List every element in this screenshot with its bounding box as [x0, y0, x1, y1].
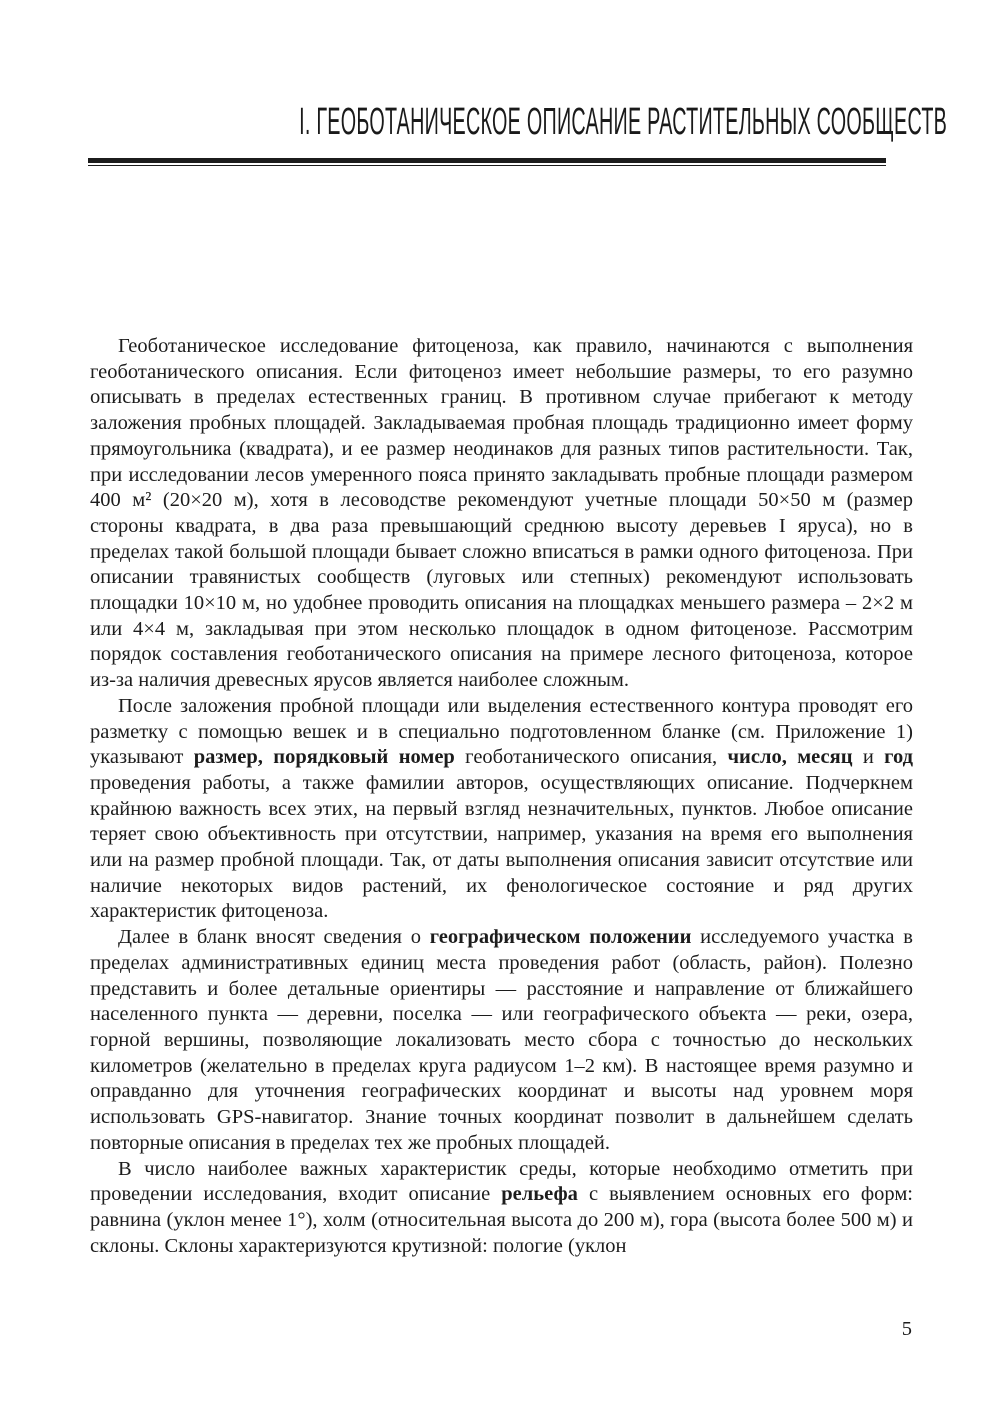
text-segment-bold: размер, порядковый номер — [193, 746, 455, 769]
text-segment: исследуемого участка в пределах административных единиц места проведения работ (область, район). Полезно представить и более детальные ориентиры — расстояние и направление от ближайшего населенного пункта — деревни, поселка — или географического объекта — реки, озера, горной вершины, позволяющие локализовать место сбора с точностью до нескольких километров (желательно в пределах круга радиусом 1–2 км). В настоящее время разумно и оправданно для уточнения географических координат и высоты над уровнем моря использовать GPS-навигатор. Знание точных координат позволит в дальнейшем сделать повторные описания в пределах тех же пробных площадей. — [90, 926, 913, 1154]
paragraph — [90, 334, 913, 694]
text-segment-bold: год — [884, 746, 913, 769]
text-segment: Далее в бланк вносят сведения о — [118, 926, 430, 949]
page-number: 5 — [901, 1318, 912, 1340]
text-segment-bold: рельефа — [501, 1183, 578, 1206]
text-segment: с выявлением основных его форм: равнина (уклон менее 1°), холм (относительная высота до 200 м), гора (высота более 500 м) и склоны. Склоны характеризуются крутизной: пологие (уклон — [90, 1183, 914, 1257]
body-text — [90, 334, 913, 1259]
text-segment-bold: число, месяц — [727, 746, 853, 769]
header-rule — [88, 158, 886, 166]
text-segment-bold: географическом положении — [429, 926, 692, 949]
chapter-heading-text: I. ГЕОБОТАНИЧЕСКОЕ ОПИСАНИЕ РАСТИТЕЛЬНЫХ СООБЩЕСТВ — [299, 101, 948, 143]
text-segment: В число наиболее важных характеристик среды, которые необходимо отметить при проведении исследования, входит описание — [90, 1157, 913, 1206]
paragraph — [90, 694, 913, 925]
header-rule-thick-line — [88, 158, 886, 163]
chapter-heading — [0, 102, 1004, 144]
paragraph — [90, 1157, 913, 1260]
text-segment: После заложения пробной площади или выделения естественного контура проводят его разметку с помощью вешек и в специально подготовленном бланке (см. Приложение 1) указывают — [90, 694, 913, 769]
header-rule-thin-line — [88, 165, 886, 167]
text-segment: и — [852, 746, 885, 769]
text-segment: геоботанического описания, — [454, 746, 728, 769]
paragraph — [90, 925, 913, 1156]
text-segment: Геоботаническое исследование фитоценоза, как правило, начинаются с выполнения геоботанического описания. Если фитоценоз имеет небольшие размеры, то его разумно описывать в пределах естественных границ. В противном случае прибегают к методу заложения пробных площадей. Закладываемая пробная площадь традиционно имеет форму прямоугольника (квадрата), и ее размер неодинаков для разных типов растительности. Так, при исследовании лесов умеренного пояса принято закладывать пробные площади размером 400 м² (20×20 м), хотя в лесоводстве рекомендуют учетные площади 50×50 м (размер стороны квадрата, в два раза превышающий среднюю высоту деревьев I яруса), но в пределах такой большой площади бывает сложно вписаться в рамки одного фитоценоза. При описании травянистых сообществ (луговых или степных) рекомендуют использовать площадки 10×10 м, но удобнее проводить описания на площадках меньшего размера – 2×2 м или 4×4 м, закладывая при этом несколько площадок в одном фитоценозе. Рассмотрим порядок составления геоботанического описания на примере лесного фитоценоза, которое из-за наличия древесных ярусов является наиболее сложным. — [90, 335, 913, 692]
text-segment: проведения работы, а также фамилии авторов, осуществляющих описание. Подчеркнем крайнюю важность всех этих, на первый взгляд незначительных, пунктов. Любое описание теряет свою объективность при отсутствии, например, указания на время его выполнения или на размер пробной площади. Так, от даты выполнения описания зависит отсутствие или наличие некоторых видов растений, их фенологическое состояние и ряд других характеристик фитоценоза. — [90, 771, 913, 923]
